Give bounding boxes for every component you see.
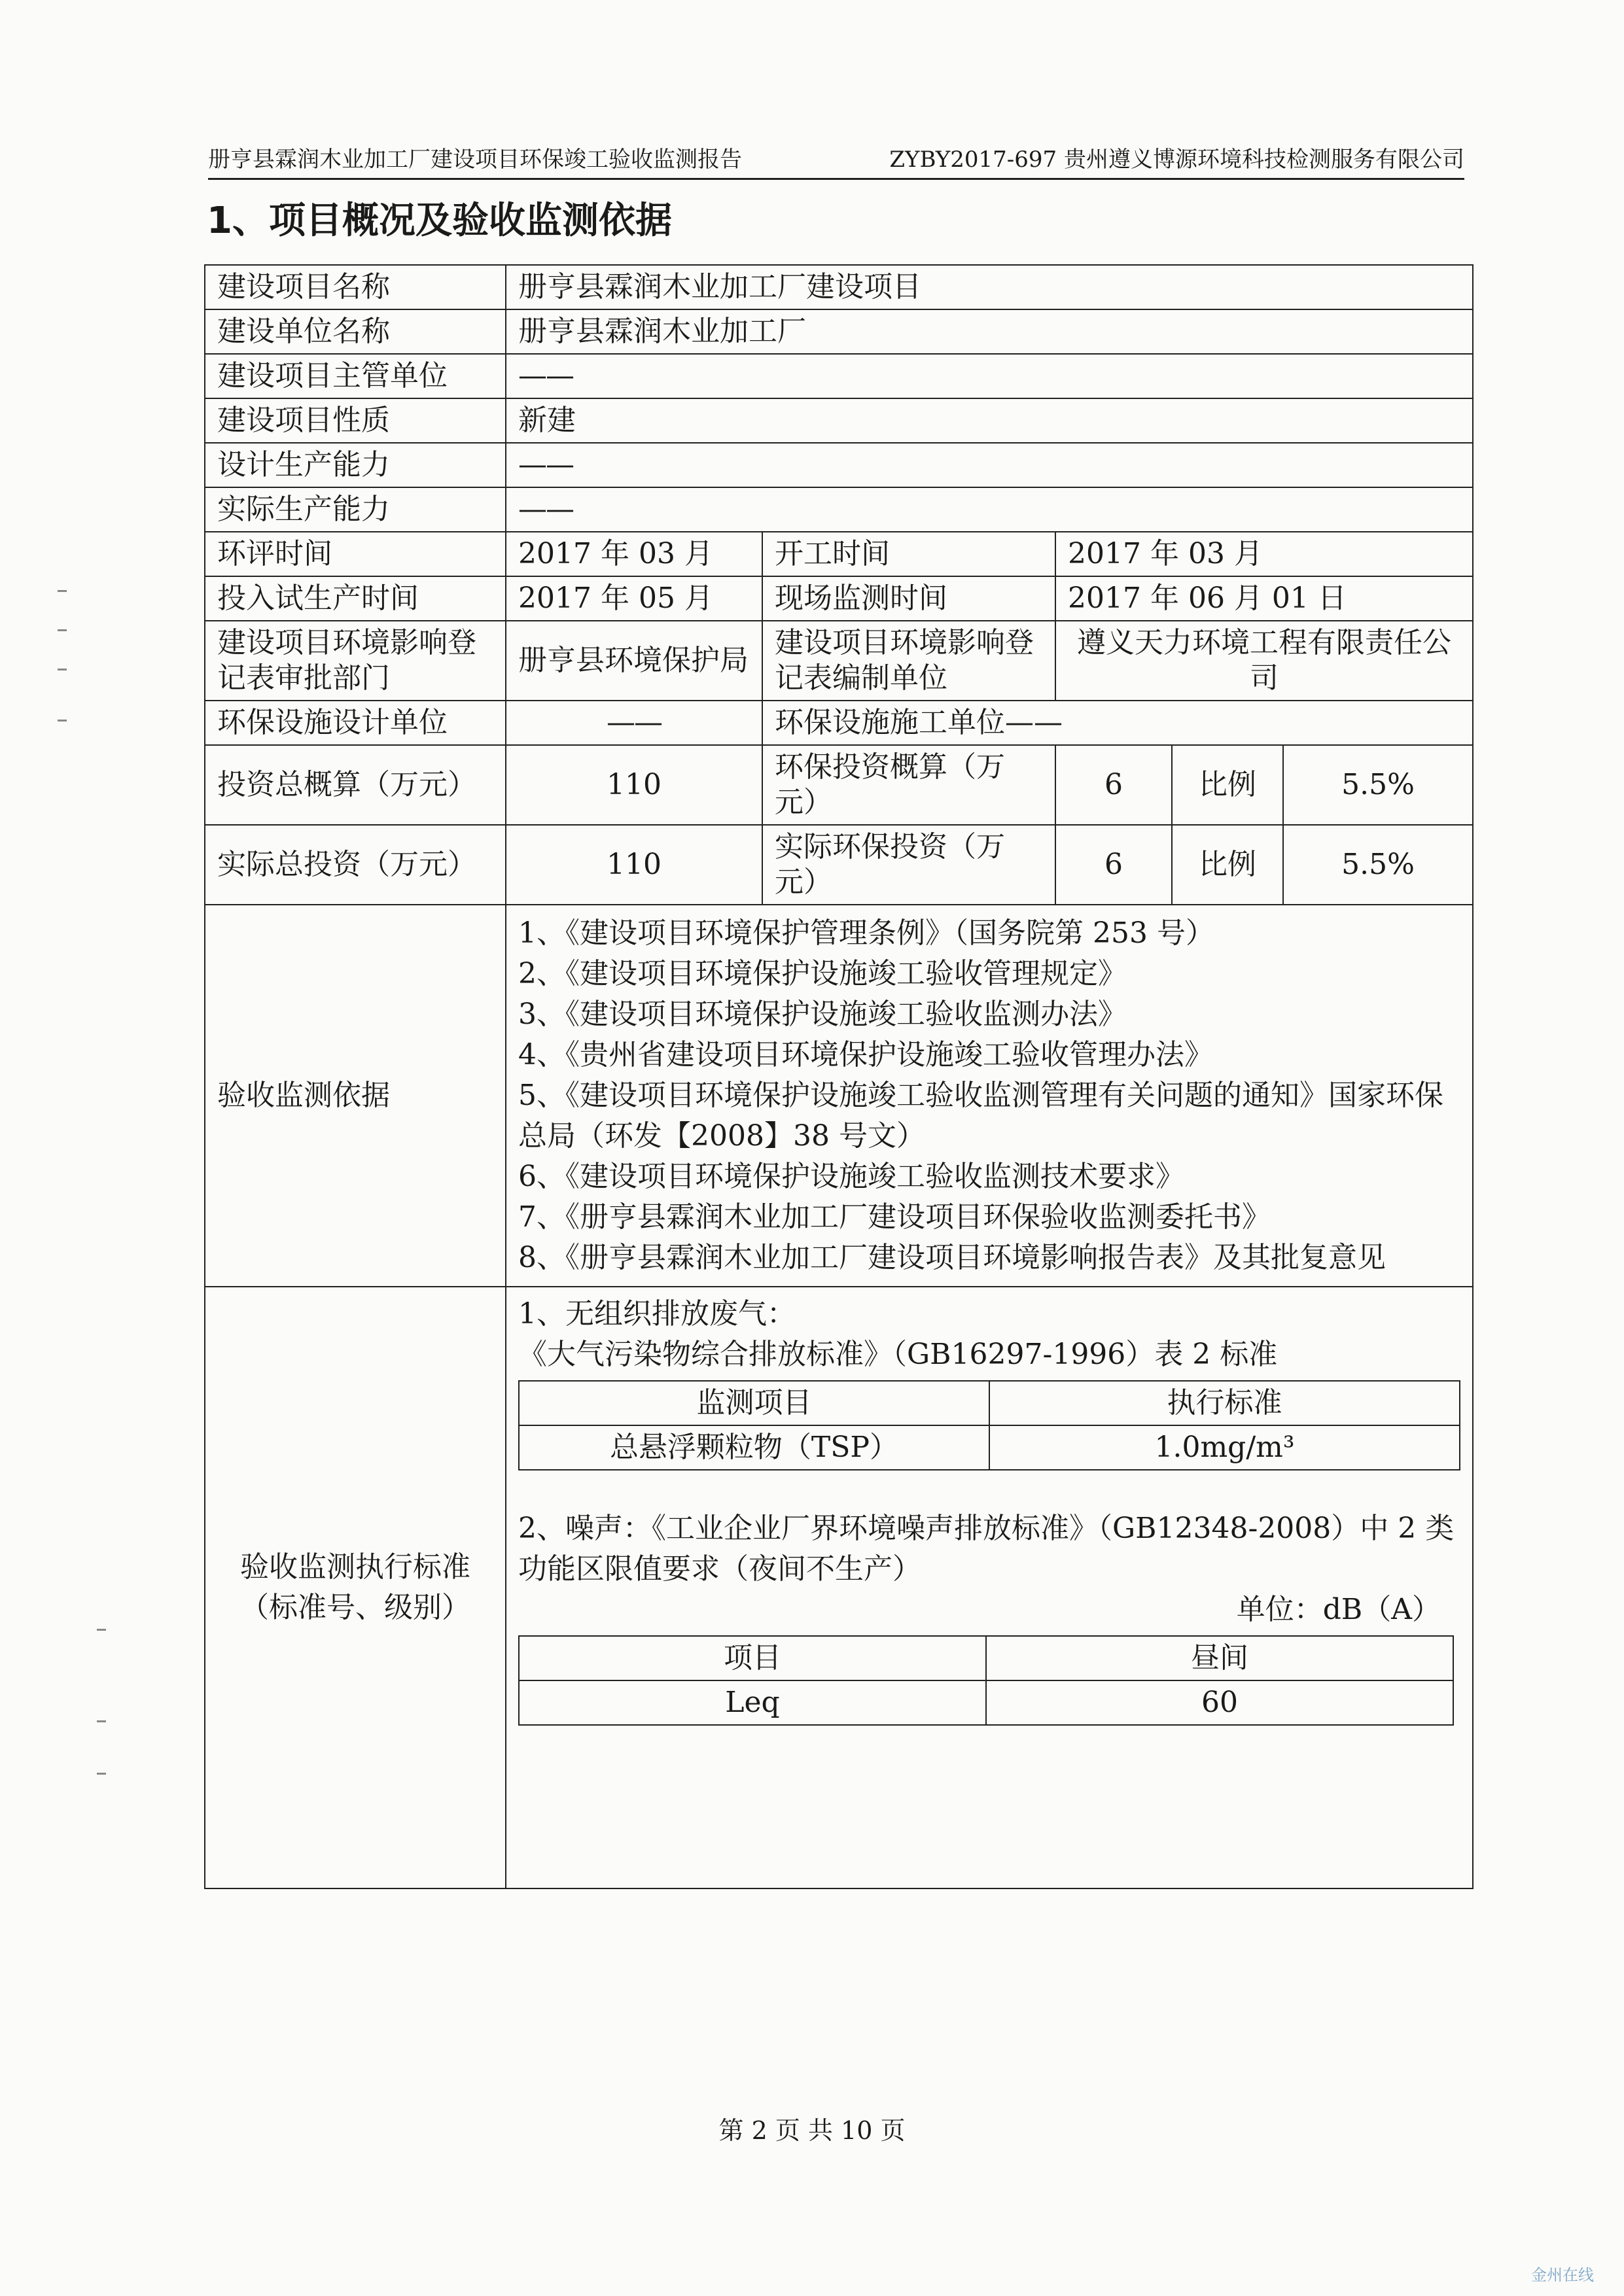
air-standard: 《大气污染物综合排放标准》（GB16297-1996）表 2 标准 — [518, 1338, 1278, 1371]
noise-unit: 单位：dB（A） — [1236, 1593, 1441, 1626]
row-unit-name — [205, 309, 1473, 354]
value-cell: —— — [506, 701, 762, 745]
basis-item: 7、《册亨县霖润木业加工厂建设项目环保验收监测委托书》 — [518, 1200, 1271, 1234]
value-cell: 110 — [506, 825, 762, 905]
section-title: 1、项目概况及验收监测依据 — [207, 200, 672, 242]
value-cell: —— — [506, 487, 1473, 532]
row-budget — [205, 745, 1473, 825]
label-cell: 现场监测时间 — [762, 576, 1055, 621]
label-cell: 投资总概算（万元） — [205, 745, 506, 825]
value-cell: 新建 — [506, 398, 1473, 443]
scan-speck — [97, 1720, 106, 1722]
basis-item: 8、《册亨县霖润木业加工厂建设项目环境影响报告表》及其批复意见 — [518, 1241, 1386, 1274]
standard-content — [506, 1287, 1473, 1888]
table-cell: 60 — [986, 1680, 1453, 1725]
row-basis — [205, 905, 1473, 1287]
label-cell: 验收监测依据 — [205, 905, 506, 1287]
label-cell: 环评时间 — [205, 532, 506, 576]
noise-title: 2、噪声：《工业企业厂界环境噪声排放标准》（GB12348-2008）中 2 类功能区限值要求（夜间不生产） — [518, 1512, 1455, 1586]
label-cell — [205, 1287, 506, 1888]
header-report-title: 册亨县霖润木业加工厂建设项目环保竣工验收监测报告 — [208, 147, 742, 173]
value-cell: 2017 年 03 月 — [1055, 532, 1473, 576]
basis-item: 3、《建设项目环境保护设施竣工验收监测办法》 — [518, 998, 1127, 1031]
row-actual-invest — [205, 825, 1473, 905]
row-trial-time — [205, 576, 1473, 621]
row-design-capacity — [205, 443, 1473, 487]
value-cell: 2017 年 06 月 01 日 — [1055, 576, 1473, 621]
label-cell: 比例 — [1172, 745, 1283, 825]
label-cell: 投入试生产时间 — [205, 576, 506, 621]
basis-item: 1、《建设项目环境保护管理条例》（国务院第 253 号） — [518, 916, 1214, 950]
header-company: ZYBY2017-697 贵州遵义博源环境科技检测服务有限公司 — [889, 147, 1464, 173]
basis-item: 6、《建设项目环境保护设施竣工验收监测技术要求》 — [518, 1160, 1184, 1193]
label-cell: 建设项目主管单位 — [205, 354, 506, 398]
basis-list — [506, 905, 1473, 1287]
watermark: 金州在线 — [1531, 2266, 1594, 2284]
row-actual-capacity — [205, 487, 1473, 532]
scan-speck — [58, 669, 67, 670]
value-cell: 册亨县霖润木业加工厂建设项目 — [506, 265, 1473, 309]
value-cell: 6 — [1055, 745, 1172, 825]
table-header: 监测项目 — [519, 1381, 989, 1425]
row-nature — [205, 398, 1473, 443]
basis-item: 2、《建设项目环境保护设施竣工验收管理规定》 — [518, 957, 1127, 990]
table-header: 项目 — [519, 1636, 986, 1680]
label-cell: 实际环保投资（万元） — [762, 825, 1055, 905]
scan-speck — [97, 1773, 106, 1775]
row-standard — [205, 1287, 1473, 1888]
row-eia-time — [205, 532, 1473, 576]
table-cell: 1.0mg/m³ — [989, 1425, 1460, 1470]
air-title: 1、无组织排放废气： — [518, 1297, 796, 1331]
row-approval — [205, 621, 1473, 701]
label-cell: 环保设施设计单位 — [205, 701, 506, 745]
value-cell: 册亨县环境保护局 — [506, 621, 762, 701]
label-cell: 实际总投资（万元） — [205, 825, 506, 905]
scan-speck — [58, 590, 67, 592]
label-cell: 建设项目环境影响登记表编制单位 — [762, 621, 1055, 701]
label-cell: 开工时间 — [762, 532, 1055, 576]
scan-speck — [97, 1629, 106, 1631]
value-cell: —— — [506, 354, 1473, 398]
label-cell: 实际生产能力 — [205, 487, 506, 532]
row-design-unit — [205, 701, 1473, 745]
value-cell: 2017 年 05 月 — [506, 576, 762, 621]
basis-item: 4、《贵州省建设项目环境保护设施竣工验收管理办法》 — [518, 1038, 1213, 1071]
basis-item: 5、《建设项目环境保护设施竣工验收监测管理有关问题的通知》国家环保总局（环发【2008】38 号文） — [518, 1079, 1443, 1153]
label-cell: 建设项目名称 — [205, 265, 506, 309]
label-cell: 建设项目环境影响登记表审批部门 — [205, 621, 506, 701]
label-cell: 建设项目性质 — [205, 398, 506, 443]
label-cell: 比例 — [1172, 825, 1283, 905]
row-project-name — [205, 265, 1473, 309]
scan-speck — [58, 629, 67, 631]
table-cell: Leq — [519, 1680, 986, 1725]
table-header: 昼间 — [986, 1636, 1453, 1680]
label-cell: 建设单位名称 — [205, 309, 506, 354]
value-cell: 册亨县霖润木业加工厂 — [506, 309, 1473, 354]
air-standard-table — [518, 1380, 1460, 1470]
value-cell: 5.5% — [1283, 745, 1473, 825]
noise-standard-table — [518, 1635, 1454, 1726]
label-cell: 环保投资概算（万元） — [762, 745, 1055, 825]
page-header — [208, 144, 1464, 180]
row-authority — [205, 354, 1473, 398]
standard-label-sub: （标准号、级别） — [240, 1591, 470, 1624]
value-cell: 5.5% — [1283, 825, 1473, 905]
label-cell: 设计生产能力 — [205, 443, 506, 487]
value-cell: 2017 年 03 月 — [506, 532, 762, 576]
table-header: 执行标准 — [989, 1381, 1460, 1425]
value-cell: —— — [506, 443, 1473, 487]
value-cell: 110 — [506, 745, 762, 825]
label-cell: 环保设施施工单位—— — [762, 701, 1473, 745]
scan-speck — [58, 720, 67, 722]
standard-label: 验收监测执行标准 — [240, 1550, 470, 1584]
project-overview-table — [204, 264, 1474, 1889]
value-cell: 遵义天力环境工程有限责任公司 — [1055, 621, 1473, 701]
value-cell: 6 — [1055, 825, 1172, 905]
table-cell: 总悬浮颗粒物（TSP） — [519, 1425, 989, 1470]
page-number: 第 2 页 共 10 页 — [718, 2116, 906, 2145]
